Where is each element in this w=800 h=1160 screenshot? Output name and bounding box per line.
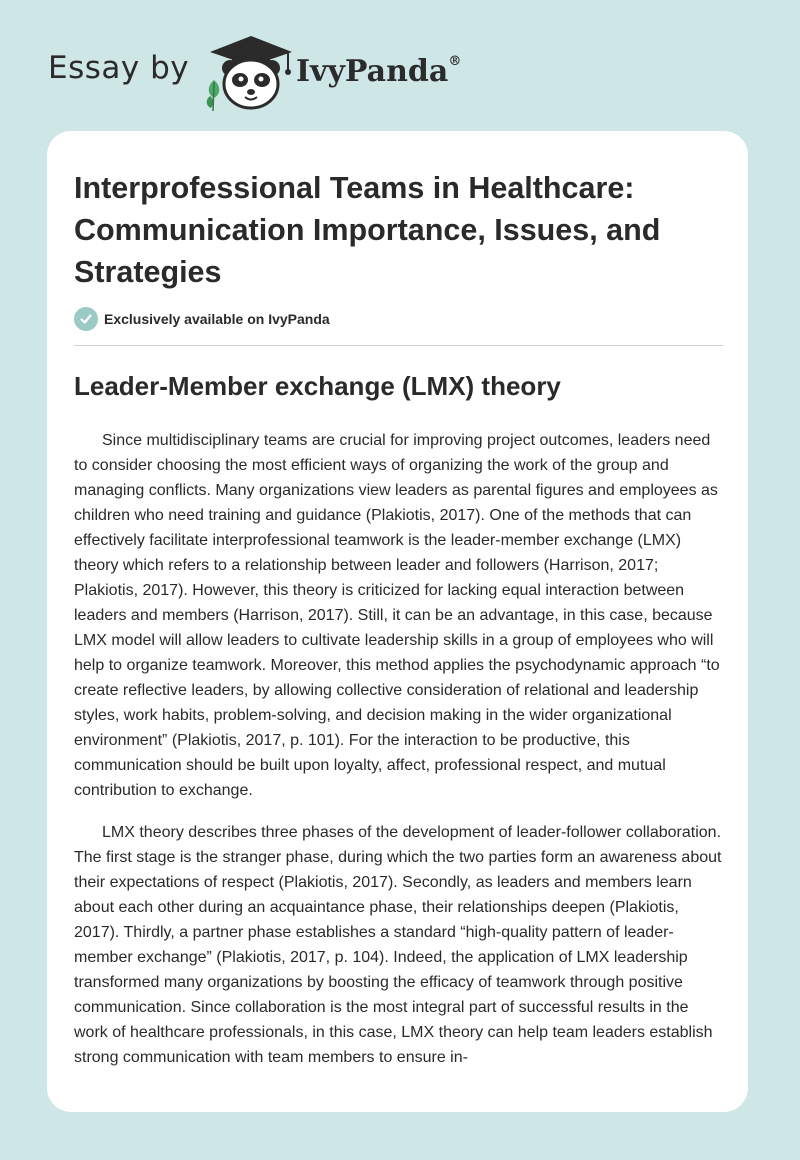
site-header (48, 34, 548, 114)
paragraph: LMX theory describes three phases of the development of leader-follower collaboration. The first stage is the stranger phase, during which the two parties form an awareness about their expectations of respect (Plakiotis, 2017). Secondly, as leaders and members learn about each other during an acquaintance phase, their relationships deepen (Plakiotis, 2017). Thirdly, a partner phase establishes a standard “high-quality pattern of leader-member exchange” (Plakiotis, 2017, p. 104). Indeed, the application of LMX leadership transformed many organizations by boosting the efficacy of teamwork through positive communication. Since collaboration is the most integral part of successful results in the work of healthcare professionals, in this case, LMX theory can help team leaders establish strong communication with team members to ensure in- (74, 824, 722, 1066)
brand-name[interactable] (296, 54, 461, 89)
exclusive-badge (74, 306, 330, 332)
article-card (47, 131, 748, 1112)
divider (74, 345, 723, 346)
essay-by-label: Essay by (48, 50, 190, 86)
section-heading: Leader-Member exchange (LMX) theory (74, 371, 561, 401)
article-title: Interprofessional Teams in Healthcare: Communication Importance, Issues, and Strategies (74, 171, 661, 289)
article-body (74, 428, 724, 1087)
paragraph: Since multidisciplinary teams are crucial for improving project outcomes, leaders need to consider choosing the most efficient ways of organizing the work of the group and managing conflicts. Many organizations view leaders as parental figures and employees as children who need training and guidance (Plakiotis, 2017). One of the methods that can effectively facilitate interprofessional teamwork is the leader-member exchange (LMX) theory which refers to a relationship between leader and followers (Harrison, 2017; Plakiotis, 2017). However, this theory is criticized for lacking equal interaction between leaders and members (Harrison, 2017). Still, it can be an advantage, in this case, because LMX model will allow leaders to cultivate leadership skills in a group of employees who will help to organize teamwork. Moreover, this method applies the psychodynamic approach “to create reflective leaders, by allowing collective consideration of relational and leadership styles, work habits, problem-solving, and decision making in the wider organizational environment” (Plakiotis, 2017, p. 101). For the interaction to be productive, this communication should be built upon loyalty, affect, professional respect, and mutual contribution to exchange. (74, 432, 720, 799)
check-badge-icon (74, 307, 98, 331)
exclusive-label: Exclusively available on IvyPanda (104, 311, 330, 327)
registered-mark: ® (448, 54, 462, 69)
panda-graduate-icon (208, 34, 294, 110)
brand-text: IvyPanda (296, 54, 449, 89)
